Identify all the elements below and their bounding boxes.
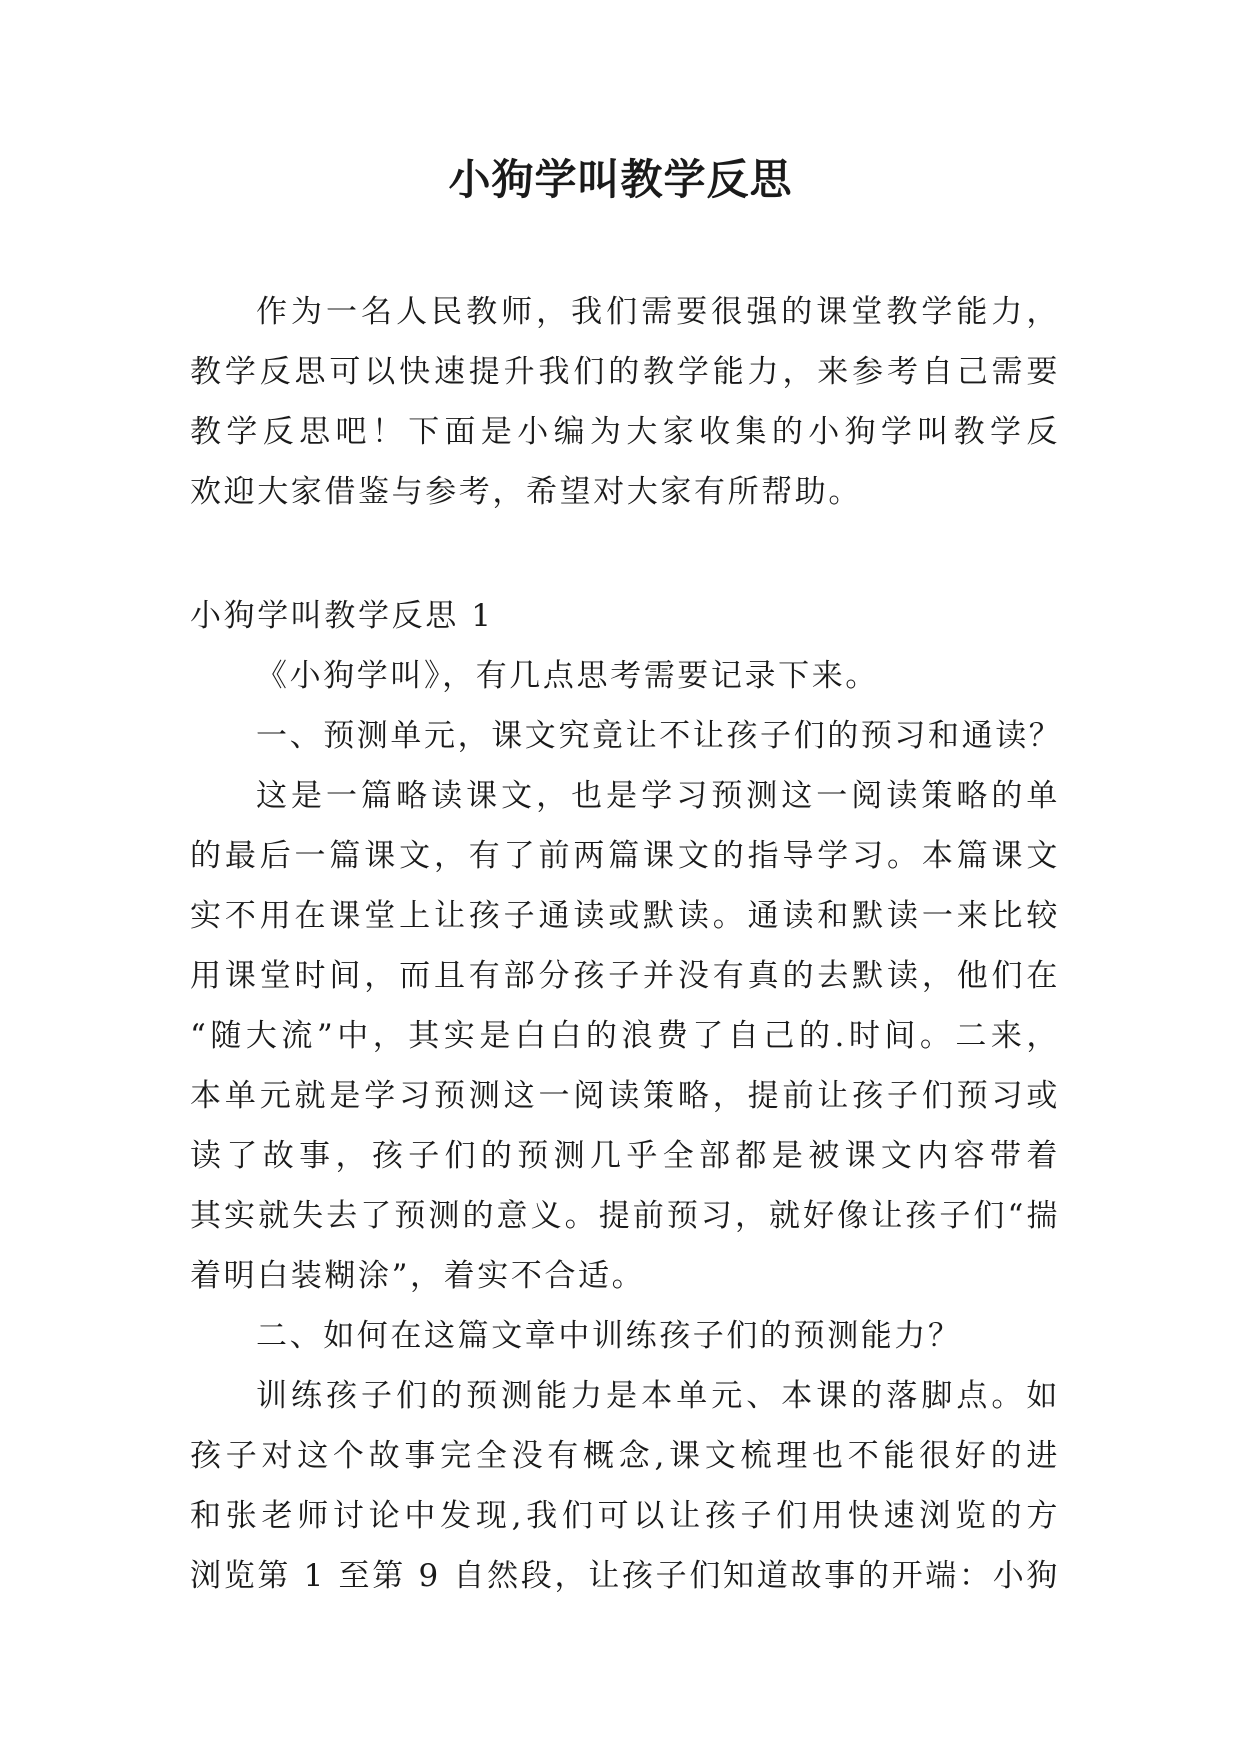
section-heading: 小狗学叫教学反思 1 xyxy=(190,598,494,634)
paragraph-line: 读了故事，孩子们的预测几乎全部都是被课文内容带着 xyxy=(190,1138,1060,1174)
paragraph-line: 训练孩子们的预测能力是本单元、本课的落脚点。如 xyxy=(256,1378,1060,1414)
document-title: 小狗学叫教学反思 xyxy=(448,155,793,204)
paragraph-line: 着明白装糊涂”，着实不合适。 xyxy=(190,1258,646,1294)
intro-line: 教学反思吧！下面是小编为大家收集的小狗学叫教学反 xyxy=(190,414,1060,450)
intro-line: 作为一名人民教师，我们需要很强的课堂教学能力， xyxy=(256,294,1060,330)
paragraph-line: 其实就失去了预测的意义。提前预习，就好像让孩子们“揣 xyxy=(190,1198,1060,1234)
paragraph-gap xyxy=(190,522,1060,586)
question-heading: 二、如何在这篇文章中训练孩子们的预测能力？ xyxy=(256,1318,962,1354)
paragraph-line: “随大流”中，其实是白白的浪费了自己的.时间。二来， xyxy=(190,1018,1060,1054)
paragraph-line: 《小狗学叫》，有几点思考需要记录下来。 xyxy=(256,658,879,694)
paragraph-line: 本单元就是学习预测这一阅读策略，提前让孩子们预习或 xyxy=(190,1078,1060,1114)
paragraph-line: 和张老师讨论中发现,我们可以让孩子们用快速浏览的方 xyxy=(190,1498,1060,1534)
document-body xyxy=(190,282,1063,1606)
paragraph-line: 实不用在课堂上让孩子通读或默读。通读和默读一来比较 xyxy=(190,898,1060,934)
paragraph-line: 这是一篇略读课文，也是学习预测这一阅读策略的单 xyxy=(256,778,1060,814)
paragraph-line: 用课堂时间，而且有部分孩子并没有真的去默读，他们在 xyxy=(190,958,1060,994)
question-heading: 一、预测单元，课文究竟让不让孩子们的预习和通读？ xyxy=(256,718,1063,754)
intro-line: 教学反思可以快速提升我们的教学能力，来参考自己需要 xyxy=(190,354,1060,390)
paragraph-line: 孩子对这个故事完全没有概念,课文梳理也不能很好的进 xyxy=(190,1438,1060,1474)
intro-line: 欢迎大家借鉴与参考，希望对大家有所帮助。 xyxy=(190,474,862,510)
paragraph-line: 浏览第 1 至第 9 自然段，让孩子们知道故事的开端：小狗 xyxy=(190,1558,1060,1594)
paragraph-line: 的最后一篇课文，有了前两篇课文的指导学习。本篇课文 xyxy=(190,838,1060,874)
